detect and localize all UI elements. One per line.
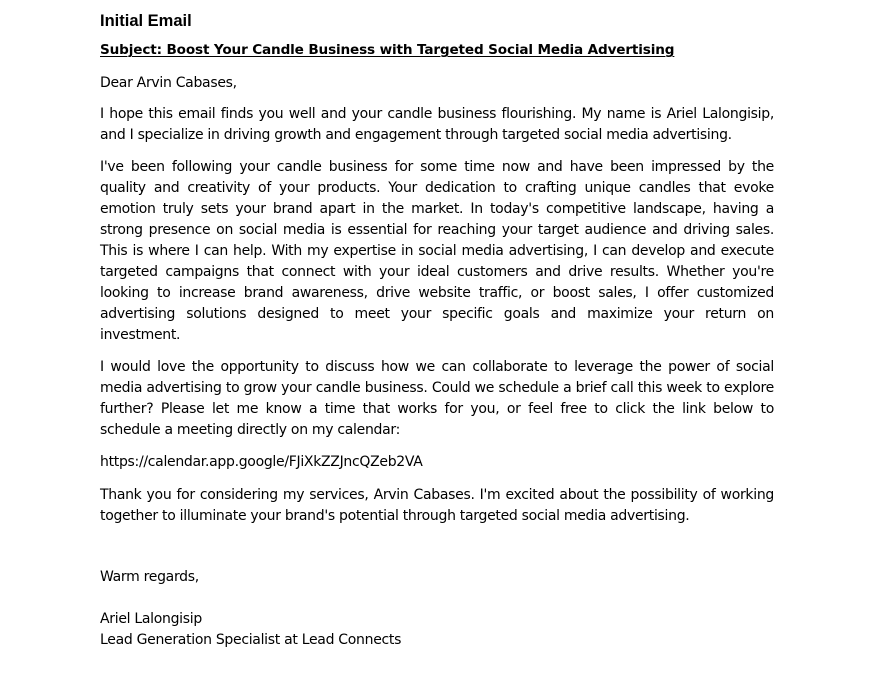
email-subject [100, 41, 774, 60]
signature-name: Ariel Lalongisip [100, 611, 202, 627]
signature-title: Lead Generation Specialist at Lead Connects [100, 632, 402, 648]
email-paragraph-intro: I hope this email finds you well and your candle business flourishing. My name is Ariel Lalongisip, and I specialize in driving growth and engagement through targeted social media advertising. [100, 106, 774, 143]
email-document [100, 10, 774, 651]
email-closing: Warm regards, [100, 569, 199, 585]
email-subject-text: Subject: Boost Your Candle Business with Targeted Social Media Advertising [100, 42, 675, 58]
email-paragraph-thanks: Thank you for considering my services, Arvin Cabases. I'm excited about the possibility of working together to illuminate your brand's potential through targeted social media advertising. [100, 487, 774, 524]
document-heading: Initial Email [100, 12, 192, 30]
calendar-link[interactable]: https://calendar.app.google/FJiXkZZJncQZeb2VA [100, 454, 423, 470]
email-paragraph-request: I would love the opportunity to discuss how we can collaborate to leverage the power of social media advertising to grow your candle business. Could we schedule a brief call this week to explore further? Please let me know a time that works for you, or feel free to click the link below to schedule a meeting directly on my calendar: [100, 359, 774, 438]
email-paragraph-pitch: I've been following your candle business for some time now and have been impressed by the quality and creativity of your products. Your dedication to crafting unique candles that evoke emotion truly sets your brand apart in the market. In today's competitive landscape, having a strong presence on social media is essential for reaching your target audience and driving sales. This is where I can help. With my expertise in social media advertising, I can develop and execute targeted campaigns that connect with your ideal customers and drive results. Whether you're looking to increase brand awareness, drive website traffic, or boost sales, I offer customized advertising solutions designed to meet your specific goals and maximize your return on investment. [100, 159, 774, 343]
email-greeting: Dear Arvin Cabases, [100, 75, 237, 91]
